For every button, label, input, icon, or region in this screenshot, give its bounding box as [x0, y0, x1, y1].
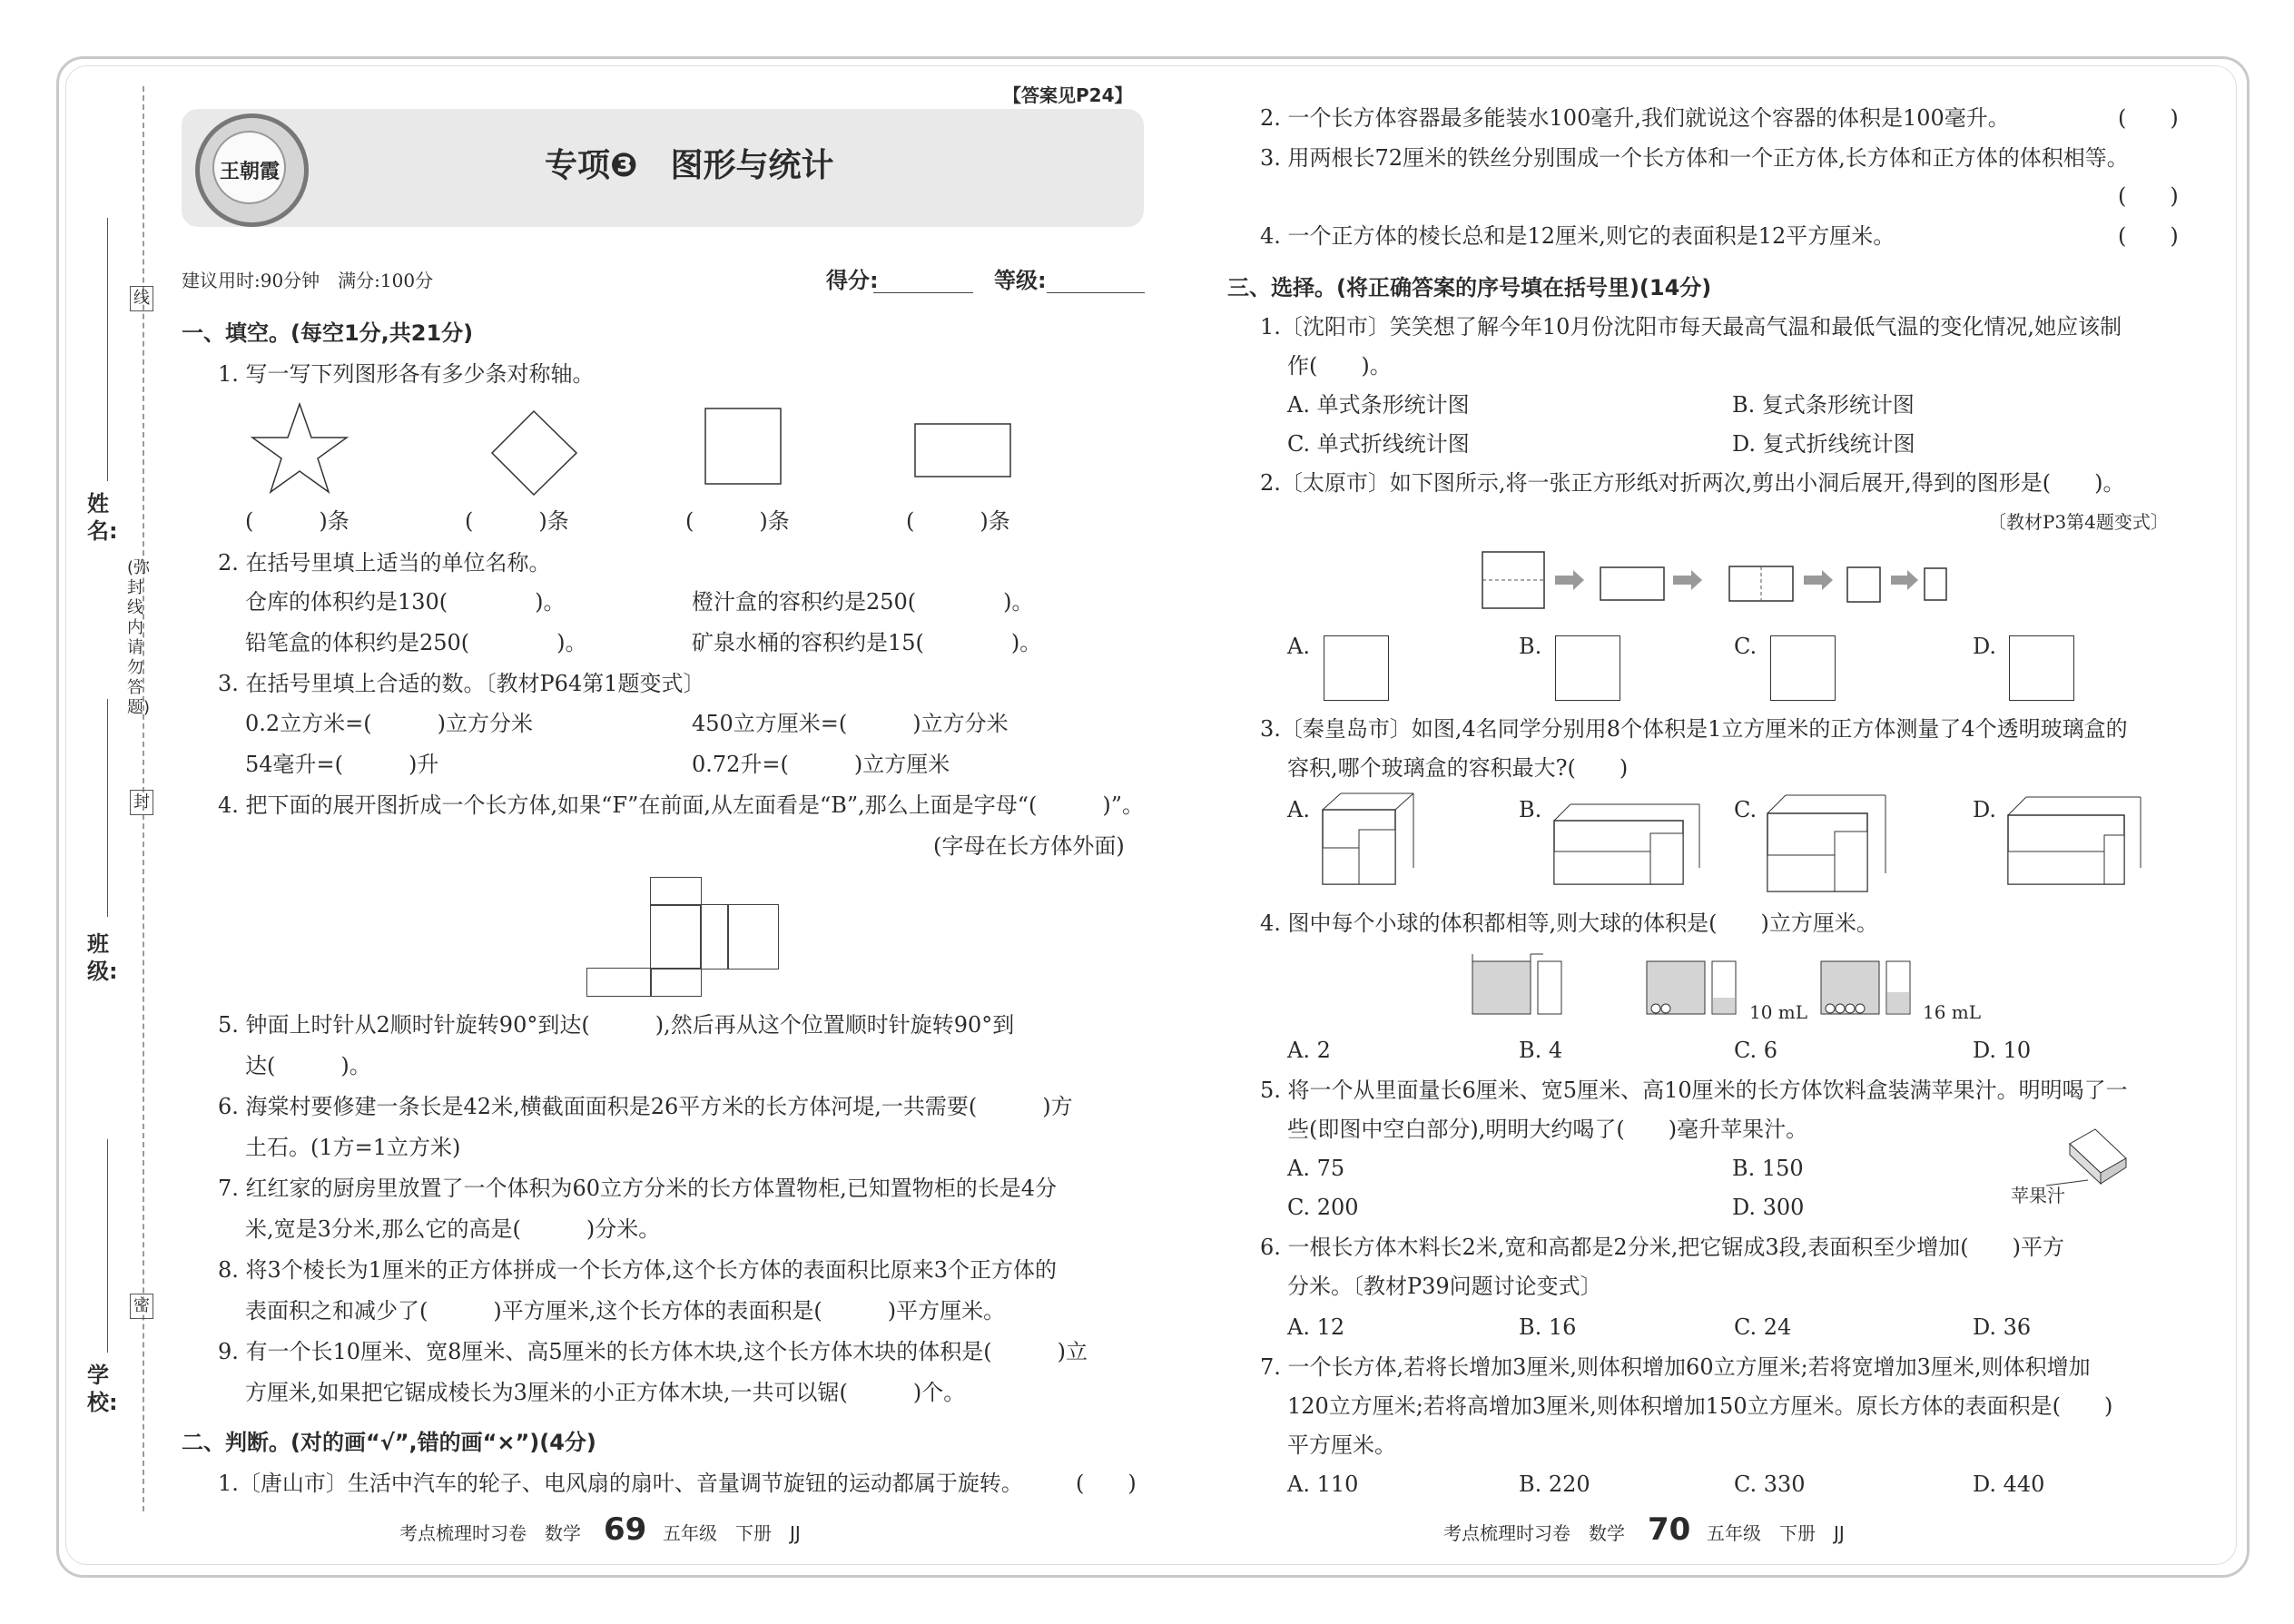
- s1-q1-blank-1[interactable]: ( )条: [245, 508, 350, 534]
- s3-q5-option-a[interactable]: A. 75: [1287, 1156, 1345, 1181]
- net-cell-c: [700, 904, 729, 969]
- s3-q7-line2[interactable]: 120立方厘米;若将高增加3厘米,则体积增加150立方厘米。原长方体的表面积是( ): [1287, 1393, 2113, 1419]
- folding-diagram: [1475, 545, 1947, 617]
- arrow-icon: [1673, 570, 1702, 590]
- s2-q4-answer[interactable]: ( ): [2118, 223, 2179, 249]
- s3-q5-line2[interactable]: 些(即图中空白部分),明明大约喝了( )毫升苹果汁。: [1287, 1117, 1808, 1142]
- meta-time: 建议用时:90分钟 满分:100分: [182, 270, 434, 291]
- s3-q6-option-c[interactable]: C. 24: [1734, 1314, 1792, 1340]
- s3-q3-line2[interactable]: 容积,哪个玻璃盒的容积最大?( ): [1287, 755, 1629, 781]
- s3-q7-option-d[interactable]: D. 440: [1973, 1471, 2045, 1497]
- s3-q4-option-b[interactable]: B. 4: [1519, 1038, 1563, 1063]
- s1-q8-line1: 8. 将3个棱长为1厘米的正方体拼成一个长方体,这个长方体的表面积比原来3个正方体的: [218, 1257, 1057, 1283]
- arrow-icon: [1804, 570, 1833, 590]
- fold-step-4: [1847, 567, 1880, 602]
- s3-q3-option-d[interactable]: D.: [1973, 797, 1997, 822]
- s1-q3-item-2[interactable]: 450立方厘米=( )立方分米: [692, 711, 1009, 736]
- logo-inner: [212, 131, 286, 204]
- s3-q3-option-c[interactable]: C.: [1734, 797, 1757, 822]
- rectangle-shape: [915, 424, 1010, 477]
- s3-q7-line3: 平方厘米。: [1287, 1432, 1396, 1458]
- s3-q6-option-a[interactable]: A. 12: [1287, 1314, 1345, 1340]
- s2-q2-answer[interactable]: ( ): [2118, 105, 2179, 131]
- s1-q6-line1[interactable]: 6. 海棠村要修建一条长是42米,横截面面积是26平方米的长方体河堤,一共需要( )方: [218, 1094, 1073, 1119]
- glass-box-a[interactable]: [1321, 792, 1416, 887]
- s1-q1-shapes: [245, 395, 1035, 499]
- star-shape: [252, 404, 347, 492]
- ball-beaker-diagram: [1469, 949, 1977, 1021]
- s3-q2-figure-d[interactable]: [2009, 635, 2074, 701]
- binding-secret-mark: 密: [130, 1294, 153, 1319]
- binding-seal-mark: 封: [130, 790, 153, 815]
- s1-q4[interactable]: 4. 把下面的展开图折成一个长方体,如果“F”在前面,从左面看是“B”,那么上面是字母“( )”。: [218, 792, 1145, 818]
- s3-q2-figure-a[interactable]: [1324, 635, 1389, 701]
- s3-q2-note: 〔教材P3第4题变式〕: [1988, 511, 2169, 533]
- school-field[interactable]: [107, 1139, 108, 1353]
- s3-q4-option-a[interactable]: A. 2: [1287, 1038, 1331, 1063]
- s3-q1-line2[interactable]: 作( )。: [1287, 353, 1392, 379]
- glass-box-d[interactable]: [2006, 792, 2142, 887]
- s2-q4: 4. 一个正方体的棱长总和是12厘米,则它的表面积是12平方厘米。: [1260, 223, 1895, 249]
- s3-q1-option-a[interactable]: A. 单式条形统计图: [1287, 392, 1470, 418]
- arrow-icon: [1555, 570, 1584, 590]
- fold-step-5: [1925, 568, 1946, 600]
- s1-q9-line2[interactable]: 方厘米,如果把它锯成棱长为3厘米的小正方体木块,一共可以锯( )个。: [245, 1380, 966, 1405]
- s3-q3-option-b[interactable]: B.: [1519, 797, 1542, 822]
- s1-q1-blank-2[interactable]: ( )条: [465, 508, 569, 534]
- rhombus-shape: [492, 411, 576, 495]
- s3-q2-option-d[interactable]: D.: [1973, 634, 1997, 659]
- s3-q7-option-c[interactable]: C. 330: [1734, 1471, 1806, 1497]
- s3-q2-figure-c[interactable]: [1770, 635, 1836, 701]
- s3-q6-line2: 分米。〔教材P39问题讨论变式〕: [1287, 1274, 1602, 1299]
- answer-reference: 【答案见P24】: [1003, 84, 1133, 106]
- s1-q5-line2[interactable]: 达( )。: [245, 1053, 371, 1078]
- logo: [195, 113, 309, 227]
- glass-box-c[interactable]: [1766, 792, 1888, 896]
- net-cell-b: [650, 904, 702, 969]
- section2-heading: 二、判断。(对的画“√”,错的画“×”)(4分): [182, 1430, 596, 1455]
- s3-q7-line1: 7. 一个长方体,若将长增加3厘米,则体积增加60立方厘米;若将宽增加3厘米,则体积增加: [1260, 1354, 2091, 1380]
- section3-heading: 三、选择。(将正确答案的序号填在括号里)(14分): [1227, 275, 1712, 300]
- s1-q2-item-2[interactable]: 橙汁盒的容积约是250( )。: [692, 589, 1034, 615]
- s1-q8-line2[interactable]: 表面积之和减少了( )平方厘米,这个长方体的表面积是( )平方厘米。: [245, 1298, 1006, 1324]
- s3-q5-option-b[interactable]: B. 150: [1732, 1156, 1804, 1181]
- arrow-icon: [1891, 570, 1918, 590]
- s1-q9-line1[interactable]: 9. 有一个长10厘米、宽8厘米、高5厘米的长方体木块,这个长方体木块的体积是( )立: [218, 1339, 1088, 1364]
- s2-q1: 1.〔唐山市〕生活中汽车的轮子、电风扇的扇叶、音量调节旋钮的运动都属于旋转。: [218, 1471, 1023, 1496]
- s1-q7-line1: 7. 红红家的厨房里放置了一个体积为60立方分米的长方体置物柜,已知置物柜的长是4分: [218, 1176, 1057, 1201]
- s3-q1-option-c[interactable]: C. 单式折线统计图: [1287, 431, 1470, 457]
- logo-text: 王朝霞: [219, 160, 280, 183]
- s1-q2: 2. 在括号里填上适当的单位名称。: [218, 550, 551, 576]
- class-label: 班级:: [87, 931, 118, 984]
- s1-q1: 1. 写一写下列图形各有多少条对称轴。: [218, 361, 595, 387]
- s1-q7-line2[interactable]: 米,宽是3分米,那么它的高是( )分米。: [245, 1216, 661, 1242]
- s3-q5-option-c[interactable]: C. 200: [1287, 1195, 1359, 1220]
- s3-q2-figure-b[interactable]: [1555, 635, 1620, 701]
- footer-left-text: 考点梳理时习卷 数学: [399, 1522, 581, 1544]
- s1-q2-item-3[interactable]: 铅笔盒的体积约是250( )。: [245, 630, 587, 655]
- footer-right-text: 考点梳理时习卷 数学: [1443, 1522, 1625, 1544]
- class-field[interactable]: [107, 699, 108, 917]
- beaker-label-2: 16 mL: [1923, 1001, 1982, 1023]
- name-label: 姓名:: [87, 491, 118, 544]
- s3-q1-option-b[interactable]: B. 复式条形统计图: [1732, 392, 1915, 418]
- s1-q3: 3. 在括号里填上合适的数。〔教材P64第1题变式〕: [218, 671, 705, 696]
- s1-q3-item-1[interactable]: 0.2立方米=( )立方分米: [245, 711, 534, 736]
- s1-q4-note: (字母在长方体外面): [933, 833, 1125, 859]
- s3-q2-option-a[interactable]: A.: [1287, 634, 1310, 659]
- section1-heading: 一、填空。(每空1分,共21分): [182, 320, 474, 346]
- square-shape: [705, 408, 781, 484]
- s3-q3-line1: 3.〔秦皇岛市〕如图,4名同学分别用8个体积是1立方厘米的正方体测量了4个透明玻璃盒的: [1260, 716, 2128, 742]
- s3-q2-option-c[interactable]: C.: [1734, 634, 1757, 659]
- s3-q4-option-d[interactable]: D. 10: [1973, 1038, 2032, 1063]
- s2-q2: 2. 一个长方体容器最多能装水100毫升,我们就说这个容器的体积是100毫升。: [1260, 105, 2010, 131]
- grade-field[interactable]: [1047, 292, 1145, 293]
- score-label: 得分:: [826, 268, 879, 293]
- s1-q2-item-1[interactable]: 仓库的体积约是130( )。: [245, 589, 566, 615]
- s3-q6-option-d[interactable]: D. 36: [1973, 1314, 2032, 1340]
- net-cell-d: [727, 904, 779, 969]
- s2-q3: 3. 用两根长72厘米的铁丝分别围成一个长方体和一个正方体,长方体和正方体的体积相等。: [1260, 145, 2129, 171]
- s3-q1-line1: 1.〔沈阳市〕笑笑想了解今年10月份沈阳市每天最高气温和最低气温的变化情况,她应该制: [1260, 314, 2122, 340]
- s1-q5-line1[interactable]: 5. 钟面上时针从2顺时针旋转90°到达( ),然后再从这个位置顺时针旋转90°到: [218, 1012, 1015, 1038]
- page-title: 专项❸ 图形与统计: [545, 147, 834, 184]
- binding-line-mark: 线: [130, 286, 153, 311]
- score-field[interactable]: [873, 292, 973, 293]
- s3-q2[interactable]: 2.〔太原市〕如下图所示,将一张正方形纸对折两次,剪出小洞后展开,得到的图形是( )。: [1260, 470, 2125, 496]
- grade-label: 等级:: [994, 268, 1047, 293]
- fold-step-3: [1729, 566, 1793, 601]
- s1-q6-line2: 土石。(1方=1立方米): [245, 1135, 461, 1160]
- s1-q3-item-4[interactable]: 0.72升=( )立方厘米: [692, 752, 950, 777]
- s1-q1-blank-4[interactable]: ( )条: [906, 508, 1010, 534]
- beaker-label-1: 10 mL: [1749, 1001, 1808, 1023]
- s3-q3-option-a[interactable]: A.: [1287, 797, 1310, 822]
- s3-q1-option-d[interactable]: D. 复式折线统计图: [1732, 431, 1915, 457]
- s3-q6-line1[interactable]: 6. 一根长方体木料长2米,宽和高都是2分米,把它锯成3段,表面积至少增加( )平方: [1260, 1235, 2064, 1260]
- s2-q1-answer[interactable]: ( ): [1076, 1471, 1137, 1496]
- s3-q5-option-d[interactable]: D. 300: [1732, 1195, 1805, 1220]
- glass-box-b[interactable]: [1552, 792, 1702, 887]
- s1-q1-blank-3[interactable]: ( )条: [685, 508, 790, 534]
- footer-right-tail: 五年级 下册 JJ: [1707, 1522, 1845, 1544]
- s2-q3-answer[interactable]: ( ): [2118, 183, 2179, 209]
- fold-step-2: [1600, 567, 1664, 600]
- s3-q2-option-b[interactable]: B.: [1519, 634, 1542, 659]
- s3-q6-option-b[interactable]: B. 16: [1519, 1314, 1577, 1340]
- juice-label: 苹果汁: [2011, 1185, 2065, 1206]
- net-cell-e: [586, 968, 652, 997]
- s3-q7-option-a[interactable]: A. 110: [1287, 1471, 1359, 1497]
- binding-note: (弥封线内请勿答题): [127, 558, 151, 717]
- footer-left-page: 69: [604, 1511, 647, 1548]
- s3-q7-option-b[interactable]: B. 220: [1519, 1471, 1590, 1497]
- s1-q2-item-4[interactable]: 矿泉水桶的容积约是15( )。: [692, 630, 1042, 655]
- footer-left-tail: 五年级 下册 JJ: [663, 1522, 801, 1544]
- net-cell-a: [650, 877, 702, 906]
- s3-q5-line1: 5. 将一个从里面量长6厘米、宽5厘米、高10厘米的长方体饮料盒装满苹果汁。明明喝了一: [1260, 1078, 2128, 1103]
- net-cell-f: [650, 968, 702, 997]
- footer-right-page: 70: [1648, 1511, 1691, 1548]
- name-field[interactable]: [107, 218, 108, 481]
- s3-q4[interactable]: 4. 图中每个小球的体积都相等,则大球的体积是( )立方厘米。: [1260, 910, 1878, 936]
- s3-q4-option-c[interactable]: C. 6: [1734, 1038, 1778, 1063]
- school-label: 学校:: [87, 1363, 118, 1415]
- s1-q3-item-3[interactable]: 54毫升=( )升: [245, 752, 439, 777]
